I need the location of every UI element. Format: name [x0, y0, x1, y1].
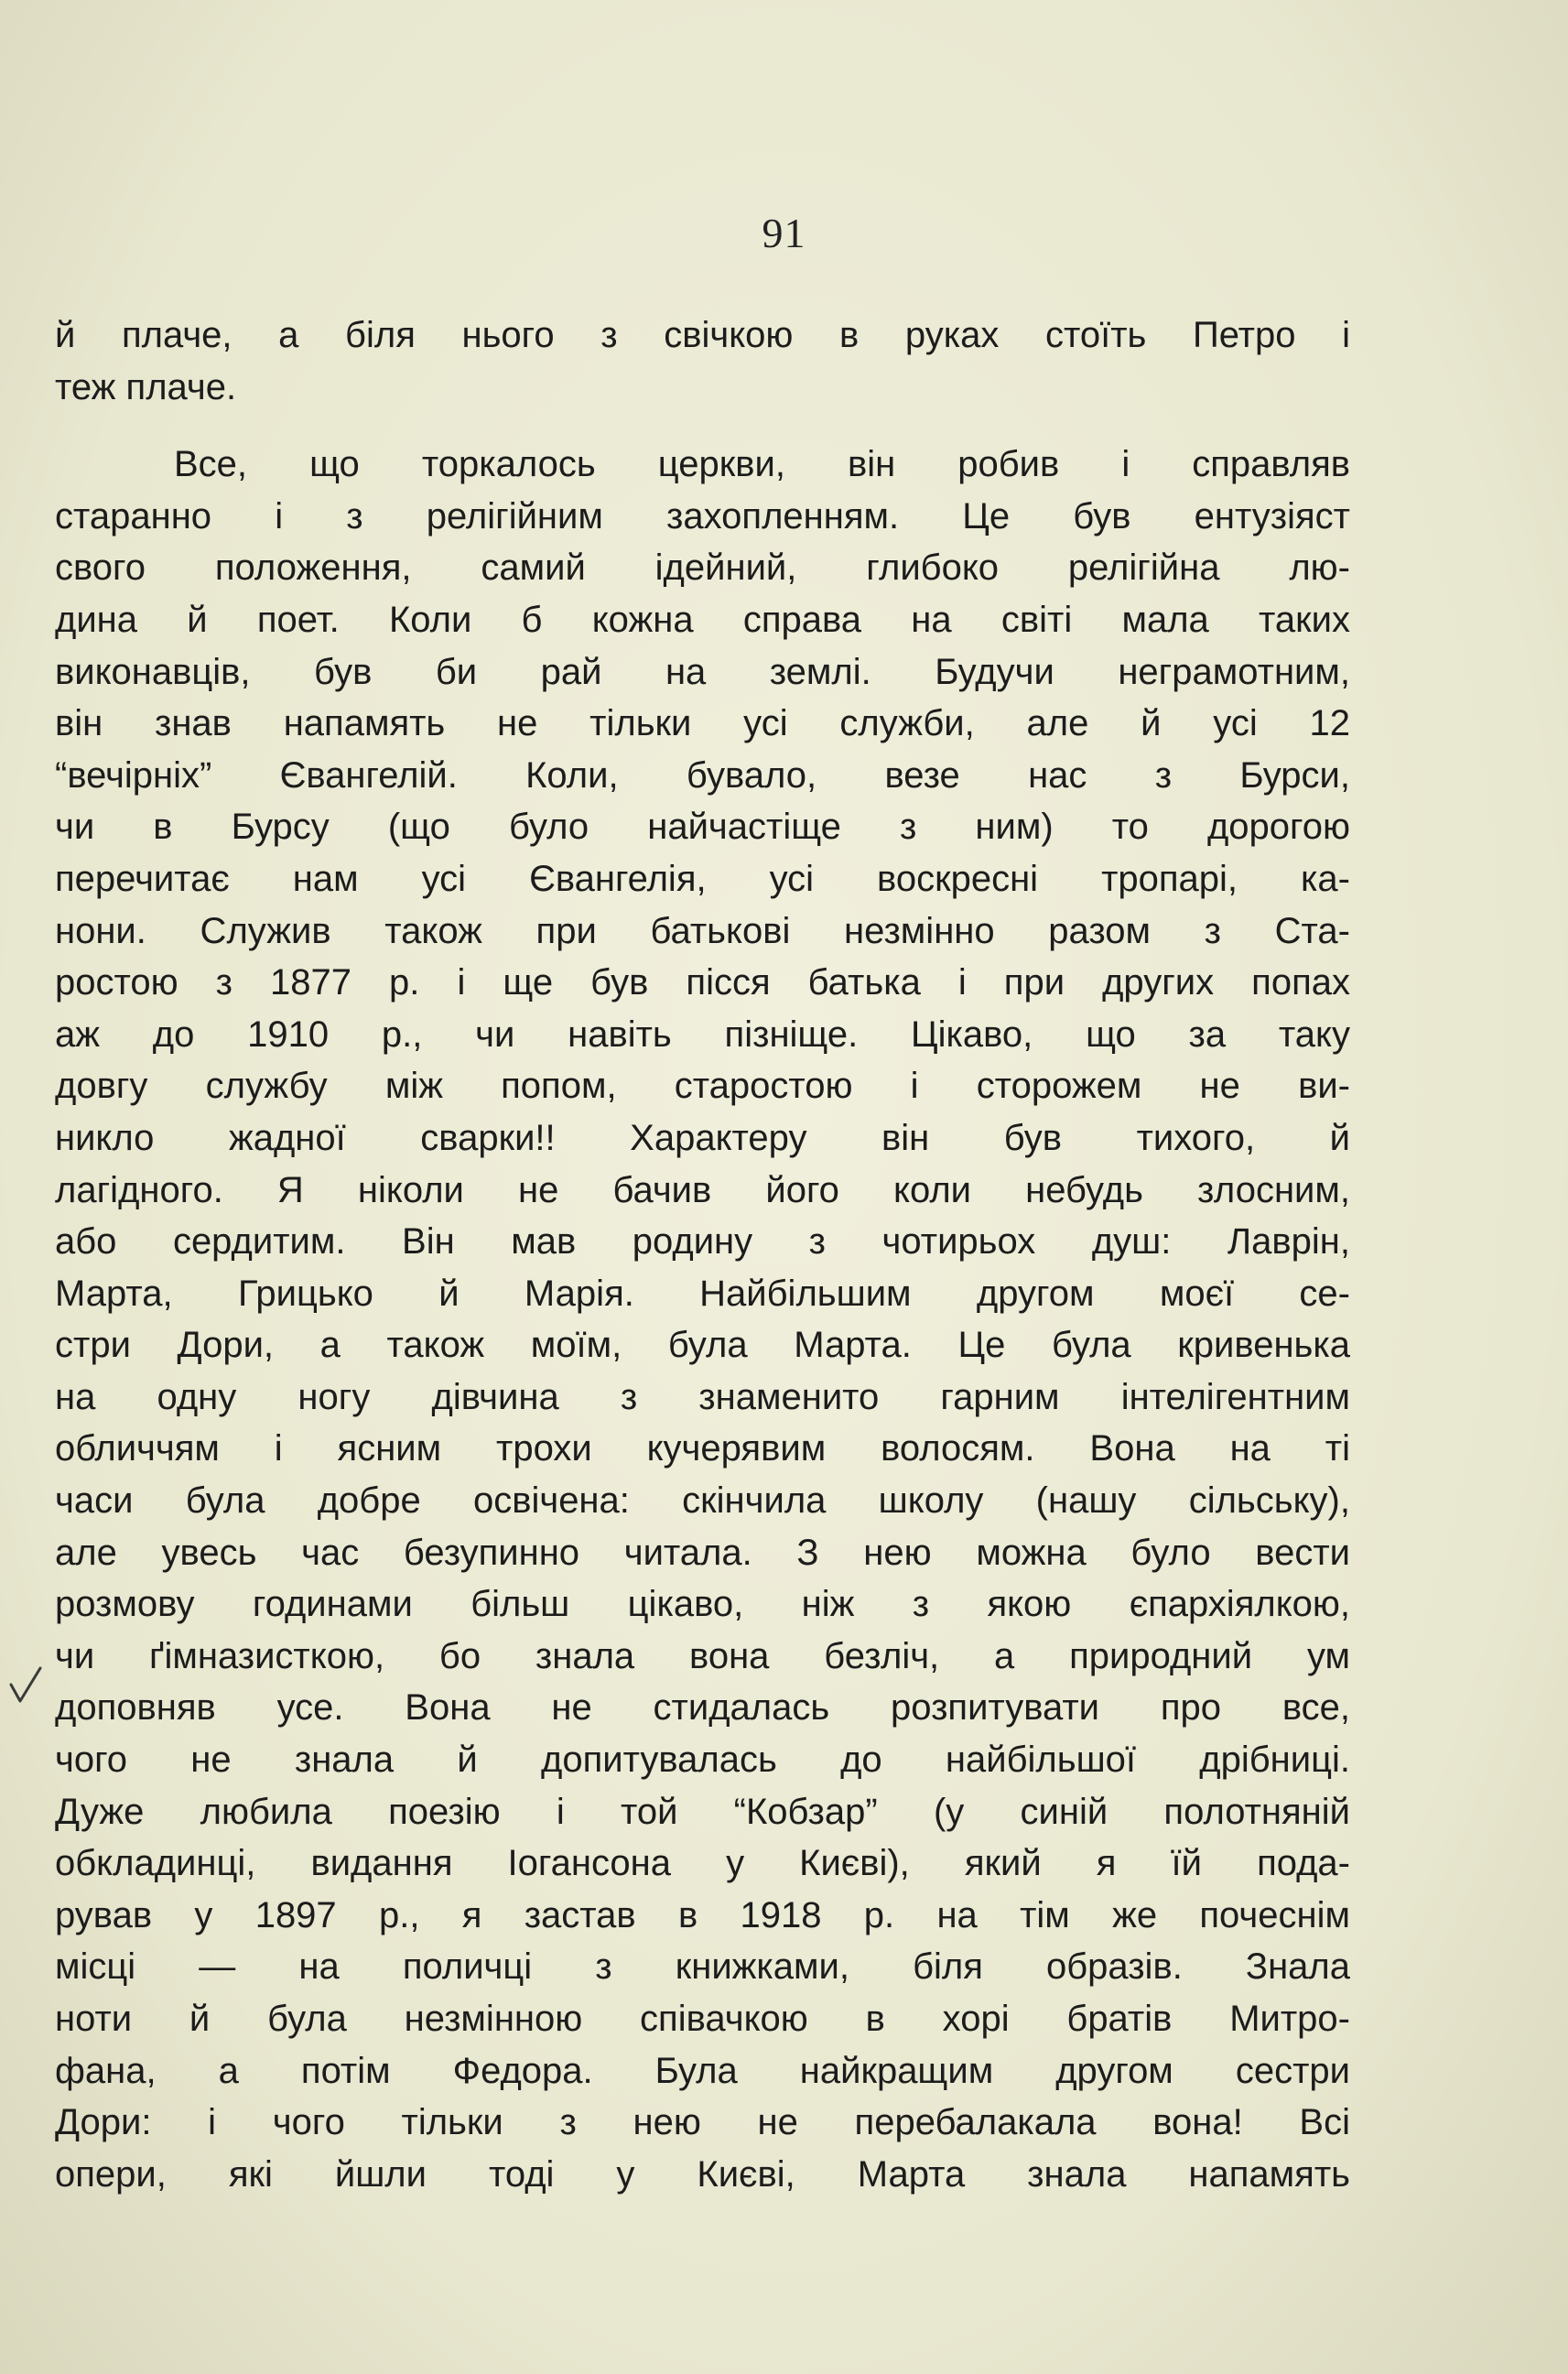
text-line: опери, які йшли тоді у Києві, Марта знала напамять — [55, 2153, 1350, 2195]
text-line: ростою з 1877 р. і ще був пісся батька і при других попах — [55, 962, 1350, 1003]
text-line: стри Дори, а також моїм, була Марта. Це була кривенька — [55, 1325, 1350, 1366]
text-line: фана, а потім Федора. Була найкращим другом сестри — [55, 2050, 1350, 2091]
text-line: чого не знала й допитувалась до найбільшої дрібниці. — [55, 1740, 1350, 1781]
text-line: никло жадної сварки!! Характеру він був тихого, й — [55, 1117, 1350, 1158]
text-line: перечитає нам усі Євангелія, усі воскресні тропарі, ка- — [55, 858, 1350, 899]
text-line: довгу службу між попом, старостою і сторожем не ви- — [55, 1066, 1350, 1107]
text-line: аж до 1910 р., чи навіть пізніще. Цікаво, що за таку — [55, 1014, 1350, 1055]
text-line: Дори: і чого тільки з нею не перебалакала вона! Всі — [55, 2102, 1350, 2143]
text-line: але увесь час безупинно читала. З нею можна було вести — [55, 1532, 1350, 1573]
text-line: він знав напамять не тільки усі служби, але й усі 12 — [55, 703, 1350, 744]
pencil-checkmark-icon — [7, 1664, 44, 1708]
text-line: місці — на поличці з книжками, біля образів. Знала — [55, 1946, 1350, 1988]
text-line: лагідного. Я ніколи не бачив його коли небудь злосним, — [55, 1169, 1350, 1210]
body-text — [55, 309, 1350, 2200]
text-line: доповняв усе. Вона не стидалась розпитувати про все, — [55, 1687, 1350, 1729]
text-line: або сердитим. Він мав родину з чотирьох душ: Лаврін, — [55, 1221, 1350, 1263]
text-line: часи була добре освічена: скінчила школу (нашу сільську), — [55, 1480, 1350, 1522]
text-line: розмову годинами більш цікаво, ніж з якою єпархіялкою, — [55, 1584, 1350, 1625]
text-line: свого положення, самий ідейний, глибоко релігійна лю- — [55, 547, 1350, 589]
text-line: чи ґімназисткою, бо знала вона безліч, а природний ум — [55, 1635, 1350, 1676]
text-line: обкладинці, видання Іогансона у Києві), який я їй пода- — [55, 1843, 1350, 1884]
paragraph — [55, 439, 1350, 2200]
text-line: рував у 1897 р., я застав в 1918 р. на тім же почеснім — [55, 1894, 1350, 1935]
text-line: обличчям і ясним трохи кучерявим волосям. Вона на ті — [55, 1428, 1350, 1469]
paragraph — [55, 309, 1350, 413]
text-line: й плаче, а біля нього з свічкою в руках стоїть Петро і — [55, 315, 1350, 355]
text-line: дина й поет. Коли б кожна справа на світі мала таких — [55, 599, 1350, 640]
text-line: на одну ногу дівчина з знаменито гарним інтелігентним — [55, 1376, 1350, 1417]
text-line: виконавців, був би рай на землі. Будучи неграмотним, — [55, 651, 1350, 692]
text-line: теж плаче. — [55, 366, 237, 407]
text-line: чи в Бурсу (що було найчастіще з ним) то дорогою — [55, 807, 1350, 848]
paragraph-gap — [55, 413, 1350, 439]
text-line: “вечірніх” Євангелій. Коли, бувало, везе нас з Бурси, — [55, 754, 1350, 796]
text-line: старанно і з релігійним захопленням. Це був ентузіяст — [55, 495, 1350, 537]
text-line: Все, що торкалось церкви, він робив і справляв — [174, 444, 1350, 485]
text-line: ноти й була незмінною співачкою в хорі братів Митро- — [55, 1999, 1350, 2039]
text-line: Дуже любила поезію і той “Кобзар” (у синій полотняній — [55, 1791, 1350, 1832]
page-number: 91 — [762, 210, 806, 256]
text-line: нони. Служив також при батькові незмінно разом з Ста- — [55, 910, 1350, 951]
text-line: Марта, Грицько й Марія. Найбільшим другом моєї се- — [55, 1273, 1350, 1314]
